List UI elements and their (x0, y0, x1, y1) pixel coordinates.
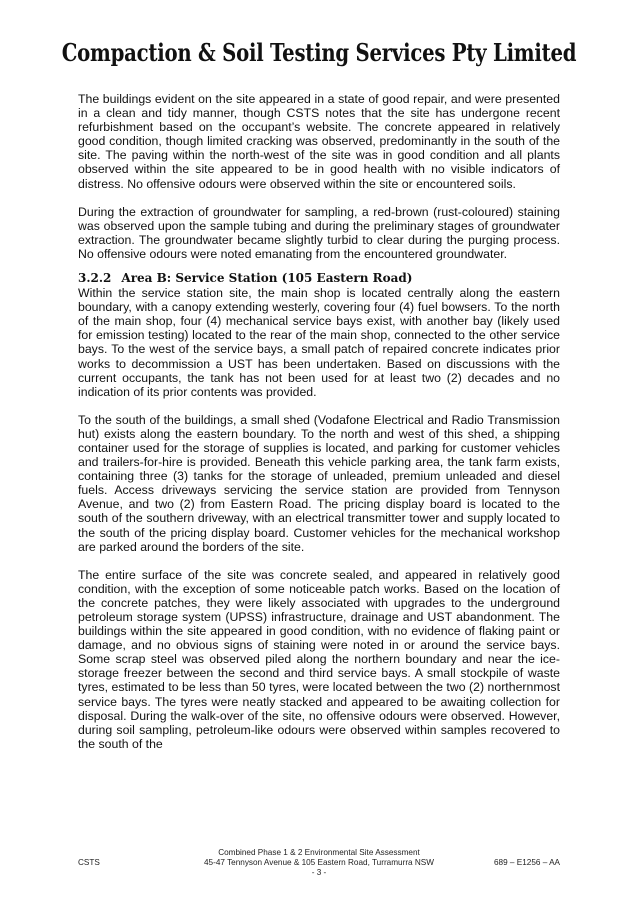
paragraph-service-station-layout: Within the service station site, the main shop is located centrally along the eastern boundary, with a canopy extending westerly, covering four (4) fuel bowsers. To the north of the main shop, four (4) mechanical service bays exist, with another bay (likely used for emission testing) located to the rear of the main shop, connected to the other service bays. To the west of the service bays, a small patch of repaired concrete indicates prior works to decommission a UST has been undertaken. Based on discussions with the current occupants, the tank has not been used for at least two (2) decades and no indication of its prior contents was provided. (78, 286, 560, 399)
footer-job-number: 689 – E1256 – AA (493, 858, 560, 867)
section-heading (78, 271, 560, 286)
footer-page-number: - 3 - (311, 868, 327, 877)
section-number: 3.2.2 (78, 271, 112, 286)
footer-company-abbrev: CSTS (78, 858, 100, 867)
page-body (78, 92, 560, 765)
paragraph-groundwater: During the extraction of groundwater for sampling, a red-brown (rust-coloured) staining was observed upon the sample tubing and during the preliminary stages of groundwater extraction. The groundwater became slightly turbid to clear during the purging process. No offensive odours were noted emanating from the encountered groundwater. (78, 204, 560, 261)
footer-report-title: Combined Phase 1 & 2 Environmental Site Assessment (218, 848, 420, 857)
footer-site-address: 45-47 Tennyson Avenue & 105 Eastern Road, Turramurra NSW (204, 858, 434, 867)
section-title: Area B: Service Station (105 Eastern Road) (121, 271, 413, 286)
page-footer (78, 848, 560, 878)
paragraph-area-a-condition: The buildings evident on the site appeared in a state of good repair, and were presented in a clean and tidy manner, though CSTS notes that the site has undergone recent refurbishment based on the occupant’s website. The concrete appeared in relatively good condition, though limited cracking was observed, predominantly in the south of the site. The paving within the north-west of the site was in good condition and all plants observed within the site appeared to be in good health with no visible indicators of distress. No offensive odours were observed within the site or encountered soils. (78, 92, 560, 191)
paragraph-surface-condition: The entire surface of the site was concrete sealed, and appeared in relatively good condition, with the exception of some noticeable patch works. Based on the location of the concrete patches, they were likely associated with upgrades to the underground petroleum storage system (UPSS) infrastructure, drainage and UST abandonment. The buildings within the site appeared in good condition, with no evidence of flaking paint or damage, and no obvious signs of staining were noted in or around the service bays. Some scrap steel was observed piled along the northern boundary and near the ice-storage freezer between the second and third service bays. A small stockpile of waste tyres, estimated to be less than 50 tyres, were located between the two (2) northernmost service bays. The tyres were neatly stacked and appeared to be awaiting collection for disposal. During the walk-over of the site, no offensive odours were observed. However, during soil sampling, petroleum-like odours were observed within samples recovered to the south of the (78, 567, 560, 751)
paragraph-shed-and-tanks: To the south of the buildings, a small shed (Vodafone Electrical and Radio Transmission hut) exists along the eastern boundary. To the north and west of this shed, a shipping container used for the storage of supplies is located, and parking for customer vehicles and trailers-for-hire is provided. Beneath this vehicle parking area, the tank farm exists, containing three (3) tanks for the storage of unleaded, premium unleaded and diesel fuels. Access driveways servicing the service station are provided from Tennyson Avenue, and two (2) from Eastern Road. The pricing display board is located to the south of the southern driveway, with an electrical transmitter tower and supply located to the south of the pricing display board. Customer vehicles for the mechanical workshop are parked around the borders of the site. (78, 412, 560, 554)
company-header: Compaction & Soil Testing Services Pty Limited (61, 38, 577, 67)
